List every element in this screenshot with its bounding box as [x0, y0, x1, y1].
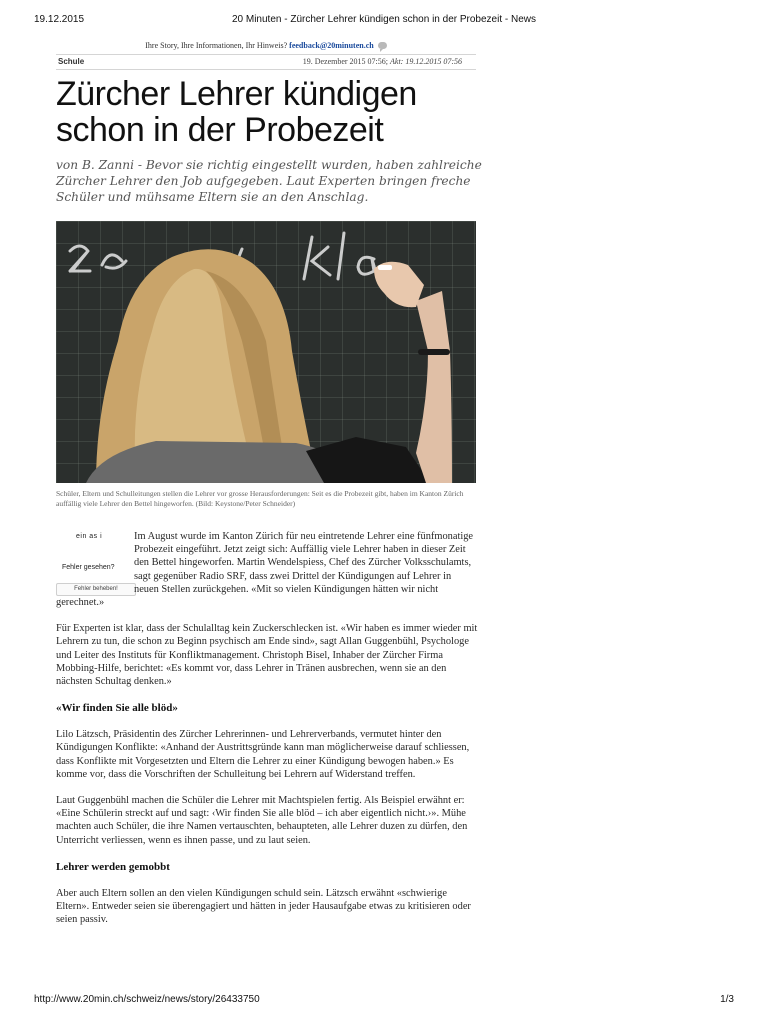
feedback-bar	[56, 41, 476, 50]
fix-error-button[interactable]: Fehler beheben!	[56, 583, 136, 596]
paragraph: Aber auch Eltern sollen an den vielen Kündigungen schuld sein. Lätzsch erwähnt «schwierige Eltern». Entweder seien sie überengagiert und hätten in jeder Hausaufgabe etwas zu kritisieren oder seien passiv.	[56, 887, 471, 926]
published-date: 19. Dezember 2015 07:56;	[302, 57, 388, 66]
paragraph: Laut Guggenbühl machen die Schüler die Lehrer mit Machtspielen fertig. Als Beispiel erwähnt er: «Eine Schülerin streckt auf und sagt: ‹Wir finden Sie alle blöd – ich aber eigentlich nicht.›». Mühe machten auch Schüler, die ihre Namen vertauschten, behaupteten, alle Lehrer duzen zu dürfen, den Unterricht verliessen, wenn es ihnen passe, und zu laut seien.	[56, 795, 468, 846]
rubric-label[interactable]: Schule	[58, 57, 85, 66]
paragraph: Für Experten ist klar, dass der Schulalltag kein Zuckerschlecken ist. «Wir haben es immer wieder mit Lehrern zu tun, die schon zu Beginn psychisch am Ende sind», sagt Allan Guggenbühl, Psychologe und Leiter des Instituts für Konfliktmanagement. Christoph Bisel, Inhaber der Zürcher Firma Mobbing-Hilfe, berichtet: «Es kommt vor, dass Lehrer in Tränen ausbrechen, wenn sie an den nächsten Schultag denken.»	[56, 623, 478, 688]
article-photo	[56, 221, 476, 483]
widget-title: ein as i	[76, 533, 103, 540]
subheading: Lehrer werden gemobbt	[56, 860, 170, 873]
print-url: http://www.20min.ch/schweiz/news/story/26433750	[34, 994, 260, 1005]
widget-question: Fehler gesehen?	[62, 564, 115, 571]
feedback-text: Ihre Story, Ihre Informationen, Ihr Hinweis?	[145, 41, 288, 50]
teacher-at-chalkboard-image	[56, 221, 476, 483]
updated-date: Akt: 19.12.2015 07:56	[390, 57, 462, 66]
article-meta	[56, 54, 476, 70]
chat-bubble-icon[interactable]	[378, 42, 387, 49]
subheading: «Wir finden Sie alle blöd»	[56, 702, 178, 715]
article-dates	[303, 55, 462, 69]
article-lead: von B. Zanni - Bevor sie richtig eingestellt wurden, haben zahlreiche Zürcher Lehrer den Job aufgegeben. Laut Experten bringen freche Schüler und mühsame Eltern sie an den Anschlag.	[56, 158, 482, 204]
paragraph: Lilo Lätzsch, Präsidentin des Zürcher Lehrerinnen- und Lehrerverbands, vermutet hinter den Kündigungen Konflikte: «Anhand der Austrittsgründe kann man möglicherweise darauf schliessen, dass Konflikte mit Vorgesetzten und Eltern die Lehrer zu einer Kündigung bewogen haben.» Es komme vor, dass die Vorschriften der Schulleitung bei Lehrern auf Widerstand treffen.	[56, 729, 470, 780]
widget-spacer	[56, 530, 134, 594]
image-caption: Schüler, Eltern und Schulleitungen stellen die Lehrer vor grosse Herausforderungen: Seit es die Probezeit gibt, haben im Kanton Zürich auffällig viele Lehrer den Bettel hingeworfen. (Bild: Keystone/Peter Schneider)	[56, 489, 464, 508]
article-body	[56, 530, 478, 939]
feedback-email-link[interactable]: feedback@20minuten.ch	[289, 41, 374, 50]
article-headline: Zürcher Lehrer kündigen schon in der Probezeit	[56, 75, 417, 149]
print-page-title: 20 Minuten - Zürcher Lehrer kündigen schon in der Probezeit - News	[231, 14, 537, 25]
print-date: 19.12.2015	[34, 14, 85, 25]
page-number: 1/3	[720, 994, 734, 1005]
paragraph: Im August wurde im Kanton Zürich für neu eintretende Lehrer eine fünfmonatige Probezeit eingeführt. Jetzt zeigt sich: Auffällig viele Lehrer haben in dieser Zeit den Bettel hingeworfen. Martin Wendelspiess, Chef des Zürcher Volksschulamts, sagt gegenüber Radio SRF, dass zwei Drittel der Kündigungen auf Lehrer in neuen Stellen zurückgehen. «Mit so vielen Kündigungen hätten wir nicht gerechnet.»	[56, 531, 474, 609]
